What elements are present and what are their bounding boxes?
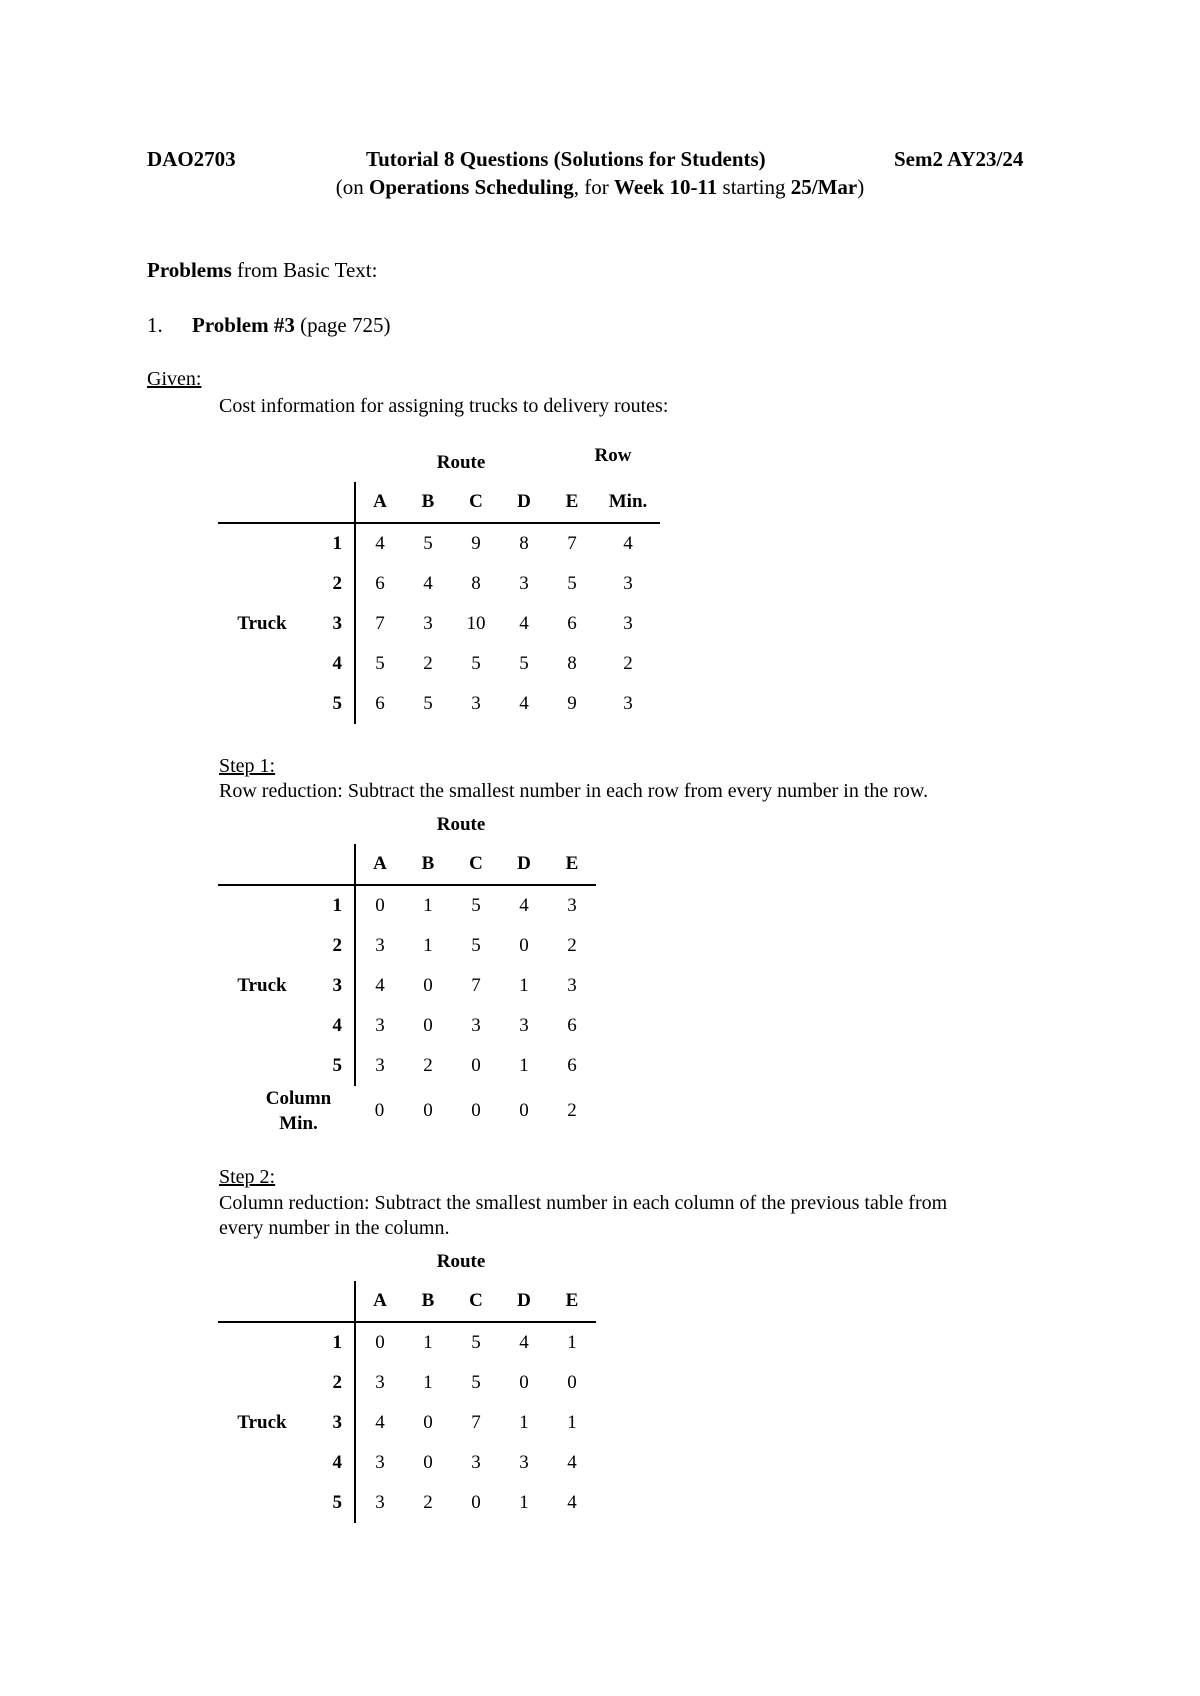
table-cell: 5: [355, 644, 404, 684]
table-cell: 3: [355, 1363, 404, 1403]
table-cell: 5: [423, 693, 433, 714]
truck-number: 3: [332, 975, 342, 996]
column-header: B: [404, 482, 452, 523]
column-header: D: [500, 1281, 548, 1322]
truck-number: 4: [332, 1452, 342, 1473]
column-min-cell: 0: [471, 1100, 481, 1121]
table-cell: 8: [519, 533, 529, 554]
subtitle-date: 25/Mar: [790, 175, 858, 199]
table-cell: 1: [519, 1492, 529, 1513]
table-cell: 3: [471, 1015, 481, 1036]
problem-heading: [192, 313, 391, 338]
document-subtitle: [0, 175, 1200, 200]
column-min-label-line1: Column: [265, 1088, 332, 1109]
table-cell: 4: [567, 1452, 577, 1473]
table-cell: 1: [423, 1332, 433, 1353]
column-header: A: [355, 1281, 404, 1322]
truck-number: 2: [332, 573, 342, 594]
table-cell: 3: [355, 1483, 404, 1523]
table-cell: 3: [355, 926, 404, 966]
table-cell: 6: [567, 613, 577, 634]
table-cell: 0: [355, 885, 404, 926]
table-cell: 5: [471, 653, 481, 674]
table-cell: 6: [567, 1015, 577, 1036]
truck-number: 2: [332, 1372, 342, 1393]
column-header: D: [500, 482, 548, 523]
table-cell: 1: [567, 1412, 577, 1433]
step1-route-label: Route: [436, 814, 486, 835]
truck-number: 5: [332, 1055, 342, 1076]
truck-number: 2: [332, 935, 342, 956]
subtitle-topic: Operations Scheduling: [368, 175, 574, 199]
table-cell: 3: [471, 1452, 481, 1473]
step1-text: Row reduction: Subtract the smallest number in each row from every number in the row.: [219, 780, 929, 802]
column-header: B: [404, 1281, 452, 1322]
column-min-label: [218, 1086, 355, 1136]
table-row: [218, 1322, 596, 1363]
table-cell: 6: [355, 564, 404, 604]
column-min-cell: 0: [374, 1100, 385, 1121]
table-cell: 1: [423, 935, 433, 956]
step2-text-line1: Column reduction: Subtract the smallest number in each column of the previous table from: [219, 1192, 948, 1214]
row-min-cell: 4: [623, 533, 633, 554]
column-header: B: [404, 844, 452, 885]
truck-number: 5: [332, 1492, 342, 1513]
table-row: [218, 1403, 596, 1443]
subtitle-part: starting: [717, 175, 791, 199]
problem-number: 1.: [147, 313, 163, 337]
truck-number: 1: [332, 1332, 342, 1353]
table-row: [218, 966, 596, 1006]
table-cell: 3: [567, 895, 577, 916]
column-min-cell: 0: [423, 1100, 433, 1121]
table-cell: 0: [471, 1055, 481, 1076]
truck-number: 1: [332, 533, 342, 554]
column-header: C: [452, 482, 500, 523]
table-cell: 7: [567, 533, 577, 554]
table-cell: 3: [355, 1006, 404, 1046]
course-code: DAO2703: [147, 147, 236, 171]
truck-label: Truck: [237, 1412, 287, 1433]
table-cell: 3: [423, 613, 433, 634]
table-cell: 1: [423, 895, 433, 916]
step1-label: Step 1:: [219, 755, 276, 777]
table-cell: 3: [519, 573, 529, 594]
table-cell: 4: [519, 613, 529, 634]
table-cell: 3: [567, 975, 577, 996]
column-min-label-line2: Min.: [279, 1113, 318, 1134]
row-min-cell: 3: [623, 693, 633, 714]
given-label: Given:: [147, 368, 202, 390]
table-cell: 4: [519, 693, 529, 714]
table-cell: 3: [355, 1443, 404, 1483]
truck-number: 4: [332, 1015, 342, 1036]
table-cell: 4: [567, 1492, 577, 1513]
table-cell: 0: [423, 1015, 433, 1036]
table-cell: 5: [471, 935, 481, 956]
subtitle-part: ): [857, 175, 865, 199]
table-cell: 4: [355, 523, 404, 564]
table-cell: 6: [567, 1055, 577, 1076]
table-cell: 5: [519, 653, 529, 674]
column-header: E: [548, 482, 596, 523]
truck-label: Truck: [237, 613, 287, 634]
table-row: [218, 1483, 596, 1523]
table-header-row: [218, 844, 596, 885]
table-cell: 0: [423, 975, 433, 996]
table-cell: 2: [423, 1055, 433, 1076]
table-cell: 8: [471, 573, 481, 594]
table-cell: 3: [471, 693, 481, 714]
table-cell: 4: [423, 573, 433, 594]
table-cell: 5: [471, 1332, 481, 1353]
truck-number: 1: [332, 895, 342, 916]
table-row: [218, 644, 660, 684]
step2-reduced-table: [218, 1281, 596, 1523]
table-cell: 4: [519, 1332, 529, 1353]
row-min-cell: 3: [623, 613, 633, 634]
table-cell: 1: [519, 1412, 529, 1433]
table-cell: 0: [355, 1322, 404, 1363]
table-cell: 9: [567, 693, 577, 714]
table-cell: 1: [519, 1055, 529, 1076]
table-cell: 1: [567, 1332, 577, 1353]
table-cell: 0: [423, 1452, 433, 1473]
column-header: D: [500, 844, 548, 885]
table-cell: 7: [471, 975, 481, 996]
table-header-row: [218, 1281, 596, 1322]
table-cell: 1: [423, 1372, 433, 1393]
step2-text-line2: every number in the column.: [219, 1217, 450, 1239]
step1-reduced-table: [218, 844, 596, 1136]
table-row: [218, 564, 660, 604]
table-row: [218, 523, 660, 564]
given-rowmin-label: Row: [594, 445, 632, 466]
section-heading: [147, 258, 377, 283]
truck-label: Truck: [237, 975, 287, 996]
truck-number: 4: [332, 653, 342, 674]
given-text: Cost information for assigning trucks to delivery routes:: [219, 395, 669, 417]
document-title: Tutorial 8 Questions (Solutions for Students): [366, 147, 766, 171]
table-row: [218, 1363, 596, 1403]
table-cell: 5: [471, 895, 481, 916]
table-cell: 5: [567, 573, 577, 594]
table-cell: 0: [471, 1492, 481, 1513]
column-header: C: [452, 1281, 500, 1322]
column-header: A: [355, 844, 404, 885]
semester-label: Sem2 AY23/24: [894, 147, 1024, 171]
column-min-cell: 2: [567, 1100, 577, 1121]
column-min-cell: 0: [519, 1100, 529, 1121]
subtitle-week: Week 10-11: [614, 175, 718, 199]
truck-number: 5: [332, 693, 342, 714]
table-row: [218, 684, 660, 724]
table-cell: 5: [423, 533, 433, 554]
table-cell: 6: [355, 684, 404, 724]
table-cell: 0: [519, 1372, 529, 1393]
table-row: [218, 1443, 596, 1483]
table-cell: 0: [567, 1372, 577, 1393]
column-header: A: [355, 482, 404, 523]
given-route-label: Route: [436, 452, 486, 473]
step2-route-label: Route: [436, 1251, 486, 1272]
table-row: [218, 885, 596, 926]
column-header: E: [548, 1281, 596, 1322]
table-cell: 1: [519, 975, 529, 996]
subtitle-part: (on: [335, 175, 369, 199]
table-row: [218, 604, 660, 644]
step2-label: Step 2:: [219, 1166, 276, 1188]
table-cell: 4: [519, 895, 529, 916]
table-cell: 10: [466, 613, 486, 634]
row-min-cell: 3: [623, 573, 633, 594]
column-min-row: [218, 1086, 596, 1136]
table-row: [218, 926, 596, 966]
section-heading-bold: Problems: [147, 258, 232, 282]
table-cell: 3: [519, 1015, 529, 1036]
table-cell: 0: [423, 1412, 433, 1433]
table-cell: 0: [519, 935, 529, 956]
table-cell: 2: [567, 935, 577, 956]
table-row: [218, 1006, 596, 1046]
table-cell: 9: [471, 533, 481, 554]
problem-title: Problem #3: [192, 313, 295, 337]
column-header: E: [548, 844, 596, 885]
table-cell: 4: [355, 966, 404, 1006]
row-min-cell: 2: [623, 653, 633, 674]
table-cell: 3: [355, 1046, 404, 1086]
table-cell: 7: [471, 1412, 481, 1433]
table-cell: 3: [519, 1452, 529, 1473]
column-header: C: [452, 844, 500, 885]
truck-number: 3: [332, 613, 342, 634]
problem-page: (page 725): [294, 313, 391, 337]
rowmin-header: Min.: [596, 482, 660, 523]
table-header-row: [218, 482, 660, 523]
table-cell: 5: [471, 1372, 481, 1393]
table-cell: 4: [355, 1403, 404, 1443]
table-cell: 8: [567, 653, 577, 674]
subtitle-part: , for: [573, 175, 615, 199]
given-cost-table: [218, 482, 660, 724]
table-cell: 2: [423, 653, 433, 674]
table-cell: 7: [355, 604, 404, 644]
truck-number: 3: [332, 1412, 342, 1433]
section-heading-rest: from Basic Text:: [231, 258, 378, 282]
table-row: [218, 1046, 596, 1086]
table-cell: 2: [423, 1492, 433, 1513]
